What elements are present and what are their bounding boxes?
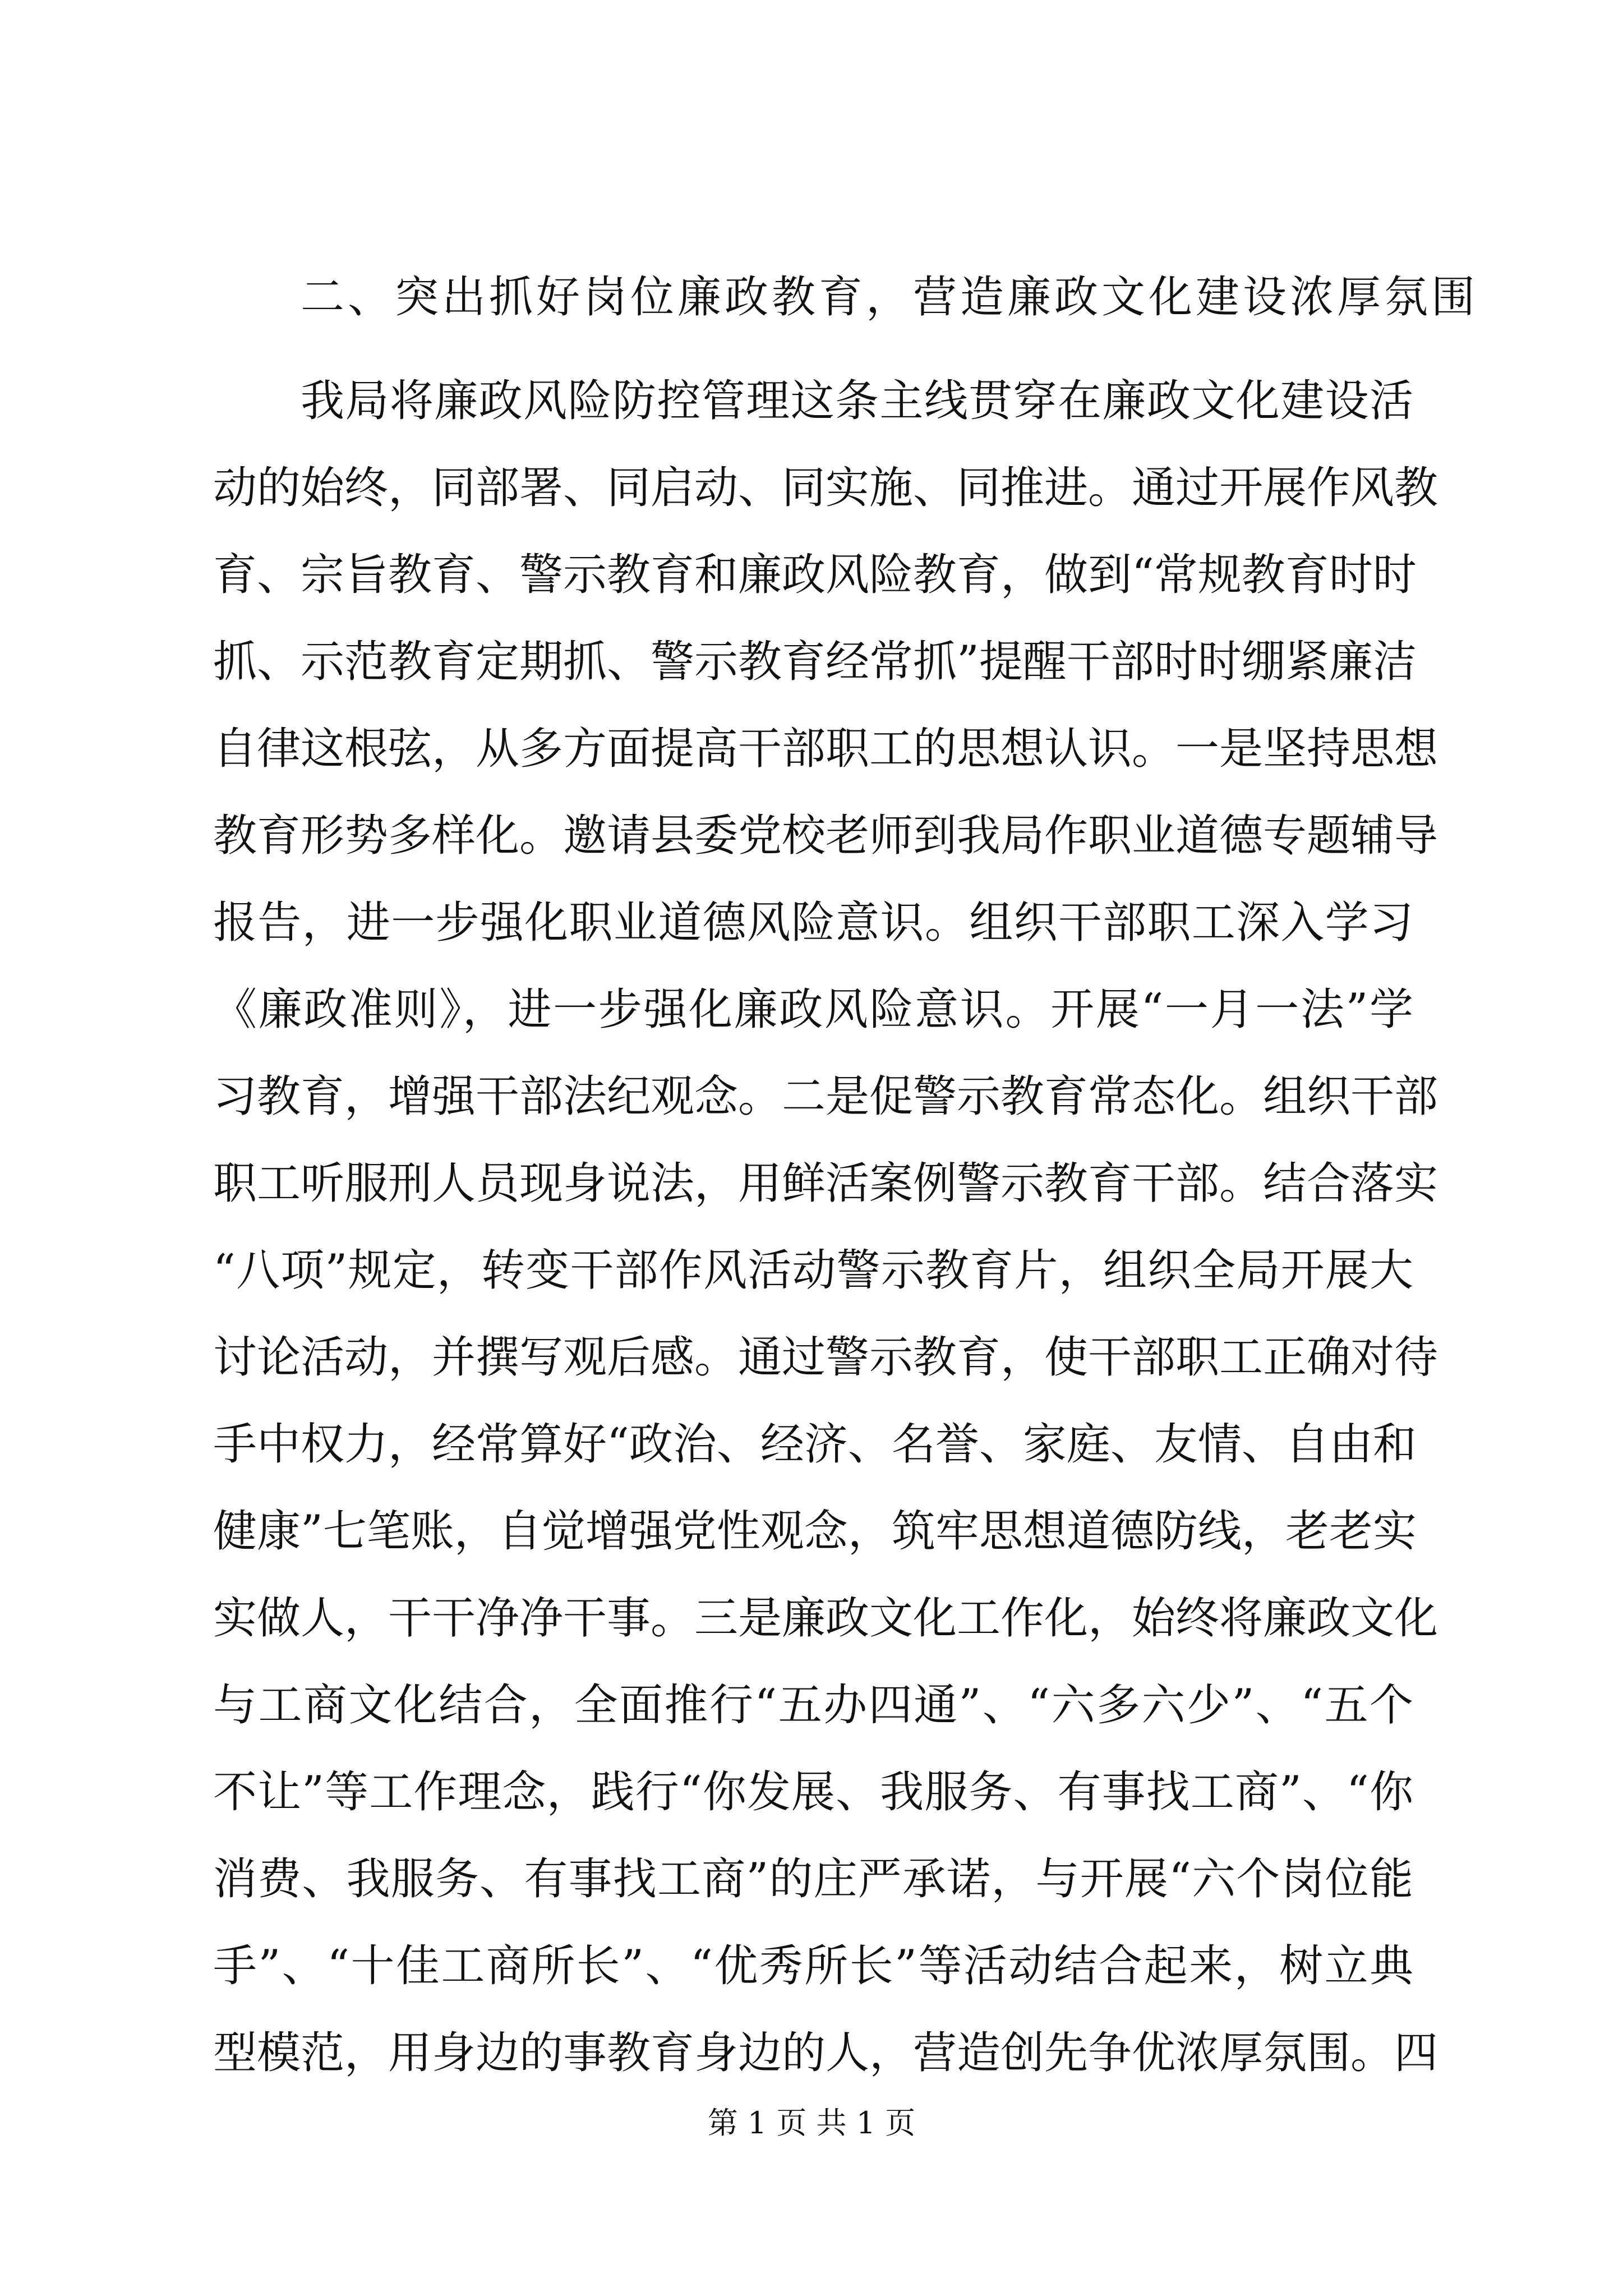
- paragraph-line: 手”、“十佳工商所长”、“优秀所长”等活动结合起来，树立典: [213, 1941, 1413, 1991]
- paragraph-line: 手中权力，经常算好“政治、经济、名誉、家庭、友情、自由和: [213, 1419, 1417, 1470]
- paragraph-line: 实做人，干干净净干事。三是廉政文化工作化，始终将廉政文化: [213, 1593, 1438, 1644]
- paragraph-line: 职工听服刑人员现身说法，用鲜活案例警示教育干部。结合落实: [213, 1158, 1438, 1209]
- paragraph-line: 抓、示范教育定期抓、警示教育经常抓”提醒干部时时绷紧廉洁: [213, 637, 1417, 687]
- paragraph-line: 讨论活动，并撰写观后感。通过警示教育，使干部职工正确对待: [213, 1332, 1438, 1383]
- paragraph-line: 不让”等工作理念，践行“你发展、我服务、有事找工商”、“你: [213, 1767, 1413, 1818]
- paragraph-line: 消费、我服务、有事找工商”的庄严承诺，与开展“六个岗位能: [213, 1854, 1413, 1904]
- paragraph-line: 教育形势多样化。邀请县委党校老师到我局作职业道德专题辅导: [213, 811, 1438, 861]
- paragraph-line: 育、宗旨教育、警示教育和廉政风险教育，做到“常规教育时时: [213, 550, 1417, 600]
- paragraph-line: 与工商文化结合，全面推行“五办四通”、“六多六少”、“五个: [213, 1680, 1413, 1731]
- paragraph-line: 动的始终，同部署、同启动、同实施、同推进。通过开展作风教: [213, 463, 1438, 513]
- paragraph-line: 健康”七笔账，自觉增强党性观念，筑牢思想道德防线，老老实: [213, 1506, 1417, 1557]
- paragraph-line: “八项”规定，转变干部作风活动警示教育片，组织全局开展大: [213, 1245, 1413, 1296]
- page-number-footer: 第 1 页 共 1 页: [707, 2105, 916, 2141]
- paragraph-line: 报告，进一步强化职业道德风险意识。组织干部职工深入学习: [213, 898, 1413, 948]
- paragraph-line: 我局将廉政风险防控管理这条主线贯穿在廉政文化建设活: [301, 376, 1413, 426]
- paragraph-line: 型模范，用身边的事教育身边的人，营造创先争优浓厚氛围。四: [213, 2028, 1438, 2078]
- paragraph-line: 《廉政准则》，进一步强化廉政风险意识。开展“一月一法”学: [213, 984, 1413, 1035]
- paragraph-line: 习教育，增强干部法纪观念。二是促警示教育常态化。组织干部: [213, 1071, 1438, 1122]
- paragraph-line: 自律这根弦，从多方面提高干部职工的思想认识。一是坚持思想: [213, 724, 1438, 774]
- section-heading: 二、突出抓好岗位廉政教育，营造廉政文化建设浓厚氛围: [301, 272, 1479, 323]
